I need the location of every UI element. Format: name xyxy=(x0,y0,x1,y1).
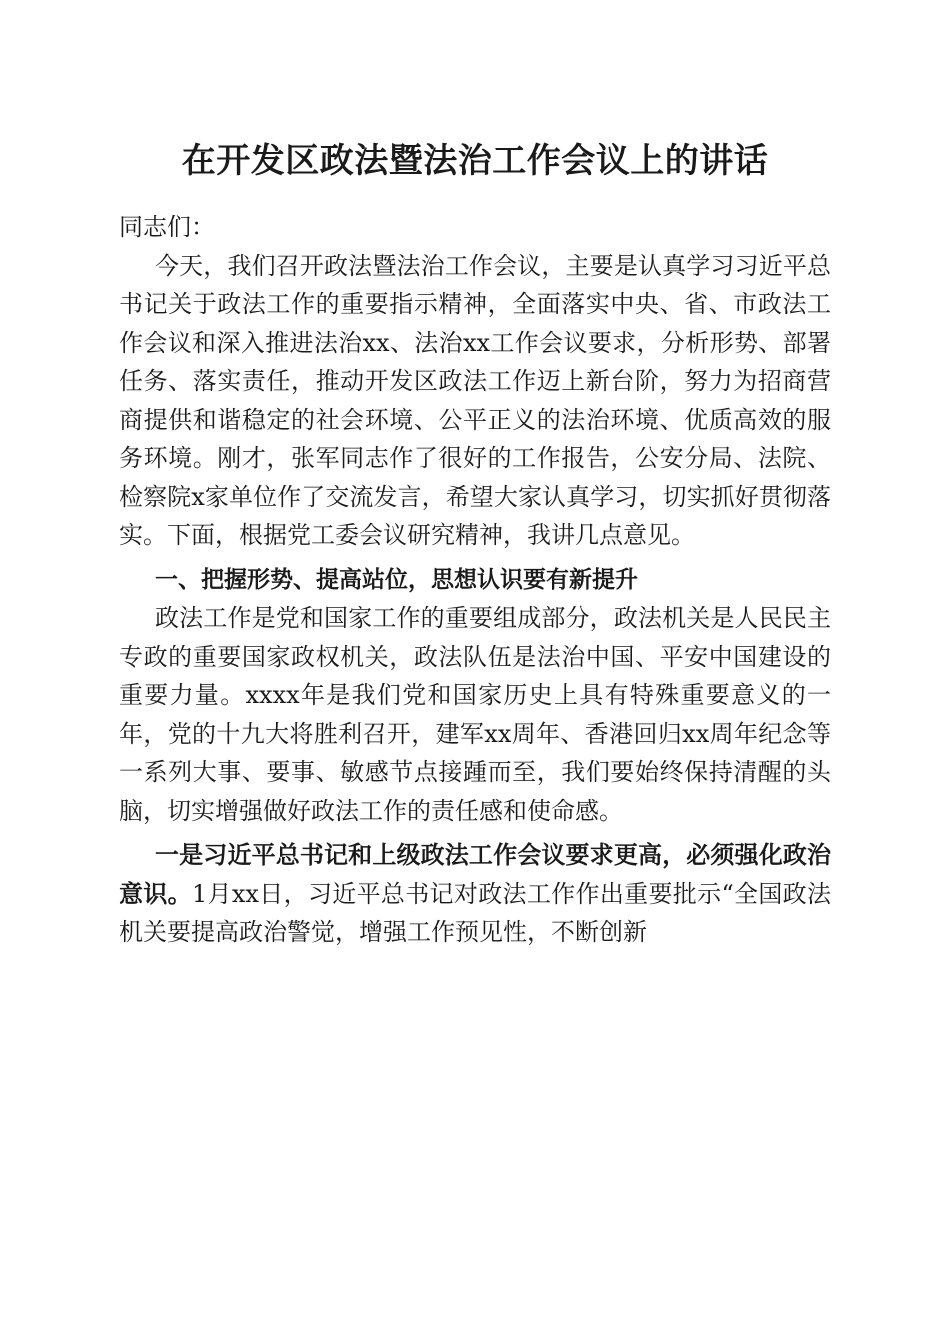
intro-paragraph: 今天，我们召开政法暨法治工作会议，主要是认真学习习近平总书记关于政法工作的重要指示精神，全面落实中央、省、市政法工作会议和深入推进法治xx、法治xx工作会议要求，分析形势、部署任务、落实责任，推动开发区政法工作迈上新台阶，努力为招商营商提供和谐稳定的社会环境、公平正义的法治环境、优质高效的服务环境。刚才，张军同志作了很好的工作报告，公安分局、法院、检察院x家单位作了交流发言，希望大家认真学习，切实抓好贯彻落实。下面，根据党工委会议研究精神，我讲几点意见。 xyxy=(119,251,831,549)
point-lead: 一是习近平总书记和上级政法工作会议要求更高，必须强化政治意识。 xyxy=(119,840,831,908)
section-heading: 一、把握形势、提高站位，思想认识要有新提升 xyxy=(155,566,638,593)
point-paragraph xyxy=(119,836,831,952)
point-text: 1月xx日，习近平总书记对政法工作作出重要批示“全国政法机关要提高政治警觉，增强工作预见性，不断创新 xyxy=(119,879,832,946)
section-paragraph: 政法工作是党和国家工作的重要组成部分，政法机关是人民民主专政的重要国家政权机关，政法队伍是法治中国、平安中国建设的重要力量。xxxx年是我们党和国家历史上具有特殊重要意义的一年，党的十九大将胜利召开，建军xx周年、香港回归xx周年纪念等一系列大事、要事、敏感节点接踵而至，我们要始终保持清醒的头脑，切实增强做好政法工作的责任感和使命感。 xyxy=(119,604,831,825)
salutation: 同志们： xyxy=(119,213,215,241)
document-body xyxy=(119,208,831,952)
document-title: 在开发区政法暨法治工作会议上的讲话 xyxy=(181,141,769,181)
